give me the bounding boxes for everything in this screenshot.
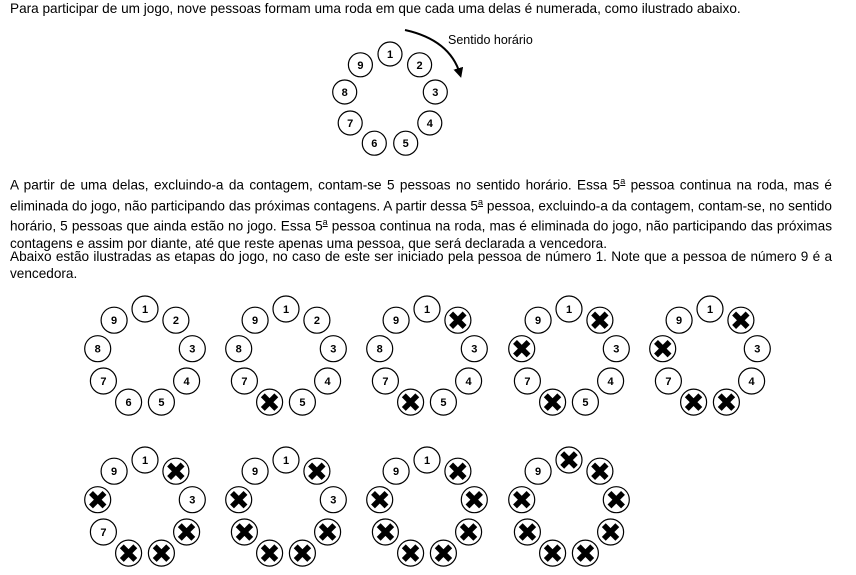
stage7-person-9: [242, 458, 268, 484]
stage9-person-8: [509, 487, 535, 513]
stage6-person-6: [116, 540, 142, 566]
stage6-person-1: [132, 447, 158, 473]
main-person-6: [362, 131, 386, 155]
stage8-person-5: [430, 540, 456, 566]
stage-6: [85, 447, 206, 566]
stage7-person-4: [315, 519, 341, 545]
stage6-person-2: [163, 458, 189, 484]
person-number: 3: [432, 87, 439, 99]
main-person-3: [423, 80, 447, 104]
person-number: 4: [426, 118, 433, 130]
stage-3: [367, 296, 488, 415]
person-number: 4: [607, 376, 614, 388]
ordinal-mark: a: [478, 196, 484, 207]
person-number: 7: [100, 527, 107, 539]
stage4-person-4: [598, 368, 624, 394]
person-number: 8: [376, 343, 383, 356]
stage7-person-7: [231, 519, 257, 545]
ordinal-mark: a: [322, 217, 328, 228]
person-number: 3: [754, 343, 761, 356]
stage1-person-3: [179, 336, 205, 362]
main-person-1: [378, 42, 402, 66]
person-number: 9: [535, 466, 542, 479]
stage3-person-1: [414, 296, 440, 322]
stage7-person-8: [226, 487, 252, 513]
person-number: 5: [158, 397, 165, 410]
stage4-person-6: [540, 389, 566, 415]
person-number: 9: [111, 315, 118, 328]
stage6-person-4: [174, 519, 200, 545]
person-number: 3: [330, 343, 337, 356]
stage-4: [509, 296, 630, 415]
stage2-person-1: [273, 296, 299, 322]
person-number: 1: [706, 304, 714, 316]
person-number: 5: [582, 397, 589, 410]
stage3-person-4: [456, 368, 482, 394]
stage9-person-5: [572, 540, 598, 566]
person-number: 2: [313, 315, 320, 328]
stage3-person-3: [461, 336, 487, 362]
person-number: 1: [423, 455, 431, 467]
person-number: 9: [111, 466, 118, 479]
stage4-person-1: [556, 296, 582, 322]
person-number: 5: [402, 138, 409, 151]
stage5-person-3: [744, 336, 770, 362]
stage3-person-5: [430, 389, 456, 415]
stage7-person-5: [289, 540, 315, 566]
person-number: 9: [252, 315, 259, 328]
person-number: 2: [416, 59, 423, 72]
person-number: 3: [189, 494, 196, 507]
stage9-person-3: [603, 487, 629, 513]
stage9-person-9: [525, 458, 551, 484]
stage-9: [509, 447, 630, 566]
stage8-person-6: [398, 540, 424, 566]
main-person-7: [338, 111, 362, 135]
main-person-5: [394, 131, 418, 155]
stage1-person-7: [90, 368, 116, 394]
stage-1: [85, 296, 206, 415]
stage9-person-1: [556, 447, 582, 473]
stage1-person-6: [116, 389, 142, 415]
stage1-person-1: [132, 296, 158, 322]
stage5-person-9: [666, 307, 692, 333]
stage5-person-8: [650, 336, 676, 362]
main-person-4: [418, 111, 442, 135]
stage4-person-7: [514, 368, 540, 394]
stage5-person-1: [697, 296, 723, 322]
person-number: 1: [282, 455, 290, 467]
stage8-person-8: [367, 487, 393, 513]
stage9-person-7: [514, 519, 540, 545]
main-person-2: [408, 53, 432, 77]
stage9-person-6: [540, 540, 566, 566]
main-circle: [333, 42, 448, 155]
stage4-person-2: [587, 307, 613, 333]
person-number: 2: [172, 315, 179, 328]
person-number: 7: [382, 376, 389, 388]
stage9-person-2: [587, 458, 613, 484]
person-number: 7: [347, 118, 354, 130]
stage5-person-4: [739, 368, 765, 394]
stage1-person-2: [163, 307, 189, 333]
stage4-person-9: [525, 307, 551, 333]
stage3-person-9: [383, 307, 409, 333]
stage-5: [650, 296, 771, 415]
main-person-8: [333, 80, 357, 104]
stage-8: [367, 447, 488, 566]
direction-label: Sentido horário: [448, 33, 533, 47]
rules-text: A partir de uma delas, excluindo-a da contagem, contam-se 5 pessoas no sentido horário. Essa 5$^a$ pessoa continua na roda, mas é eliminada do jogo, não participando das próximas contagens. A partir dessa 5$^a$ pessoa, excluindo-a da contagem, contam-se, no sentido horário, 5 pessoas que ainda estão no jogo. Essa 5$^a$ pessoa continua na roda, mas é eliminada do jogo, não participando das próximas contagens e assim por diante, até que reste apenas uma pessoa, que será declarada a vencedora.: [10, 176, 832, 251]
person-number: 1: [141, 304, 149, 316]
stage1-person-8: [85, 336, 111, 362]
person-number: 4: [748, 376, 755, 388]
person-number: 9: [357, 59, 364, 72]
stage3-person-7: [372, 368, 398, 394]
stage8-person-3: [461, 487, 487, 513]
main-person-9: [348, 53, 372, 77]
person-number: 4: [183, 376, 190, 388]
person-number: 9: [393, 466, 400, 479]
stage3-person-8: [367, 336, 393, 362]
stage6-person-5: [148, 540, 174, 566]
stage7-person-2: [304, 458, 330, 484]
stage1-person-5: [148, 389, 174, 415]
stage9-person-4: [598, 519, 624, 545]
stage8-person-1: [414, 447, 440, 473]
person-number: 9: [676, 315, 683, 328]
stage2-person-3: [320, 336, 346, 362]
stage5-person-7: [655, 368, 681, 394]
person-number: 8: [94, 343, 101, 356]
ordinal-mark: a: [620, 176, 626, 186]
stage5-person-6: [681, 389, 707, 415]
stage3-person-6: [398, 389, 424, 415]
stage2-person-6: [257, 389, 283, 415]
stage2-person-7: [231, 368, 257, 394]
stage2-person-5: [289, 389, 315, 415]
stages-grid: [85, 296, 771, 566]
person-number: 1: [423, 304, 431, 316]
person-number: 3: [189, 343, 196, 356]
stage-7: [226, 447, 347, 566]
person-number: 6: [125, 397, 132, 410]
stage4-person-3: [603, 336, 629, 362]
person-number: 1: [141, 455, 149, 467]
stages-text: Abaixo estão ilustradas as etapas do jogo, no caso de este ser iniciado pela pessoa de número 1. Note que a pessoa de número 9 é a vencedora.: [10, 249, 832, 281]
stage2-person-2: [304, 307, 330, 333]
person-number: 9: [252, 466, 259, 479]
stage7-person-1: [273, 447, 299, 473]
stage2-person-8: [226, 336, 252, 362]
person-number: 7: [241, 376, 248, 388]
person-number: 4: [324, 376, 331, 388]
person-number: 7: [665, 376, 672, 388]
intro-text: Para participar de um jogo, nove pessoas formam uma roda em que cada uma delas é numerada, como ilustrado abaixo.: [10, 1, 741, 16]
stage-2: [226, 296, 347, 415]
person-number: 9: [393, 315, 400, 328]
stage6-person-3: [179, 487, 205, 513]
stage6-person-7: [90, 519, 116, 545]
stage3-person-2: [445, 307, 471, 333]
person-number: 3: [330, 494, 337, 507]
stage6-person-9: [101, 458, 127, 484]
person-number: 6: [371, 138, 378, 151]
person-number: 7: [524, 376, 531, 388]
stage7-person-3: [320, 487, 346, 513]
stage5-person-5: [713, 389, 739, 415]
stage4-person-5: [572, 389, 598, 415]
person-number: 3: [613, 343, 620, 356]
stage8-person-2: [445, 458, 471, 484]
person-number: 7: [100, 376, 107, 388]
stage2-person-9: [242, 307, 268, 333]
person-number: 1: [565, 304, 573, 316]
stage1-person-4: [174, 368, 200, 394]
person-number: 3: [471, 343, 478, 356]
stage2-person-4: [315, 368, 341, 394]
person-number: 4: [465, 376, 472, 388]
person-number: 9: [535, 315, 542, 328]
stage6-person-8: [85, 487, 111, 513]
stage8-person-7: [372, 519, 398, 545]
stage4-person-8: [509, 336, 535, 362]
person-number: 5: [440, 397, 447, 410]
person-number: 1: [386, 49, 394, 61]
person-number: 8: [341, 87, 348, 99]
stage8-person-9: [383, 458, 409, 484]
stage7-person-6: [257, 540, 283, 566]
stage8-person-4: [456, 519, 482, 545]
person-number: 8: [235, 343, 242, 356]
stage1-person-9: [101, 307, 127, 333]
person-number: 5: [299, 397, 306, 410]
stage5-person-2: [728, 307, 754, 333]
person-number: 1: [282, 304, 290, 316]
